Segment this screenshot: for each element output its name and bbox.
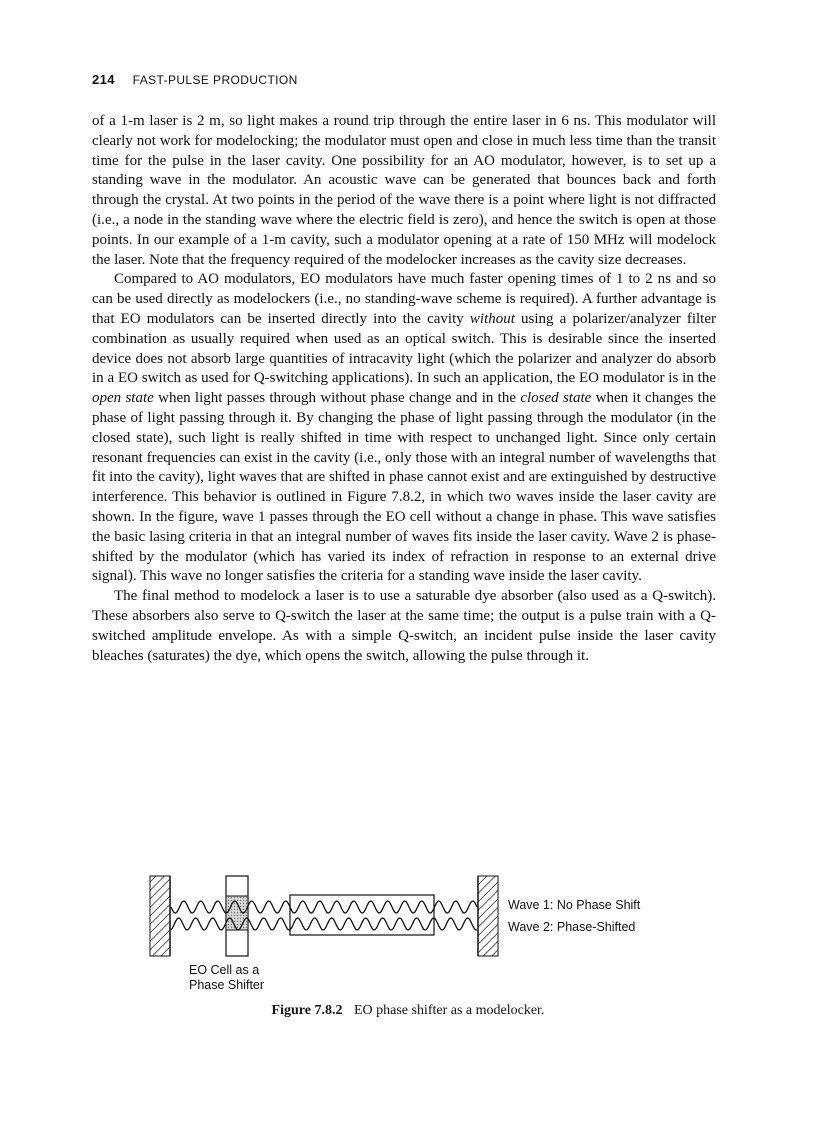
figure-eo-phase-shifter xyxy=(140,866,680,1000)
page-number: 214 xyxy=(92,72,115,87)
figure-caption-label: Figure 7.8.2 xyxy=(271,1003,343,1018)
running-header xyxy=(92,72,298,87)
wave-1-path xyxy=(171,901,477,913)
paragraph xyxy=(92,112,716,270)
text-run: The final method to modelock a laser is to use a saturable dye absorber (also used as a Q-switch). These absorbers also serve to Q-switch the laser at the same time; the output is a pulse train with a Q-switched amplitude envelope. As with a simple Q-switch, an incident pulse inside the laser cavity bleaches (saturates) the dye, which opens the switch, allowing the pulse through it. xyxy=(92,588,716,664)
emphasis-text: without xyxy=(469,310,515,327)
wave-2-path xyxy=(171,918,477,930)
body-text xyxy=(92,112,716,666)
eo-cell-label-line-2: Phase Shifter xyxy=(189,978,265,992)
paragraph xyxy=(92,270,716,587)
figure-diagram xyxy=(140,866,680,1000)
paragraph xyxy=(92,587,716,666)
text-run: using a polarizer/analyzer filter combination as usually required when used as an optical switch. This is desirable since the inserted device does not absorb large quantities of intracavity light (which the polarizer and analyzer do absorb in a EO switch as used for Q-switching applications). In such an application, the EO modulator is in the xyxy=(92,310,717,387)
text-run: when light passes through without phase change and in the xyxy=(153,390,521,407)
right-mirror xyxy=(478,876,498,956)
text-run: when it changes the phase of light passing through it. By changing the phase of light passing through the modulator (in the closed state), such light is really shifted in time with respect to unchanged light. Since only certain resonant frequencies can exist in the cavity (i.e., only those with an integral number of wavelengths that fit into the cavity), light waves that are shifted in phase cannot exist and are extinguished by destructive interference. This behavior is outlined in Figure 7.8.2, in which two waves inside the laser cavity are shown. In the figure, wave 1 passes through the EO cell without a change in phase. This wave satisfies the basic lasing criteria in that an integral number of waves fits inside the laser cavity. Wave 2 is phase-shifted by the modulator (which has varied its index of refraction in response to an external drive signal). This wave no longer satisfies the criteria for a standing wave inside the laser cavity. xyxy=(92,390,716,585)
emphasis-text: closed state xyxy=(520,390,592,407)
laser-medium xyxy=(290,895,434,935)
eo-cell-label-line-1: EO Cell as a xyxy=(189,963,260,977)
figure-caption xyxy=(0,1003,816,1019)
legend-wave-1: Wave 1: No Phase Shift xyxy=(508,898,641,912)
eo-cell xyxy=(226,876,248,956)
emphasis-text: open state xyxy=(92,390,154,407)
legend-wave-2: Wave 2: Phase-Shifted xyxy=(508,920,636,934)
left-mirror xyxy=(150,876,170,956)
text-run: of a 1-m laser is 2 m, so light makes a round trip through the entire laser in 6 ns. This modulator will clearly not work for modelocking; the modulator must open and close in much less time than the transit time for the pulse in the laser cavity. One possibility for an AO modulator, however, is to set up a standing wave in the modulator. An acoustic wave can be generated that bounces back and forth through the crystal. At two points in the period of the wave there is a point where light is not diffracted (i.e., a node in the standing wave where the electric field is zero), and hence the switch is open at those points. In our example of a 1-m cavity, such a modulator opening at a rate of 150 MHz will modelock the laser. Note that the frequency required of the modelocker increases as the cavity size decreases. xyxy=(92,113,716,268)
figure-caption-text: EO phase shifter as a modelocker. xyxy=(353,1003,545,1018)
running-title: FAST-PULSE PRODUCTION xyxy=(132,73,298,87)
text-run: Compared to AO modulators, EO modulators have much faster opening times of 1 to 2 ns and so can be used directly as modelockers (i.e., no standing-wave scheme is required). A further advantage is that EO modulators can be inserted directly into the cavity xyxy=(92,271,716,327)
